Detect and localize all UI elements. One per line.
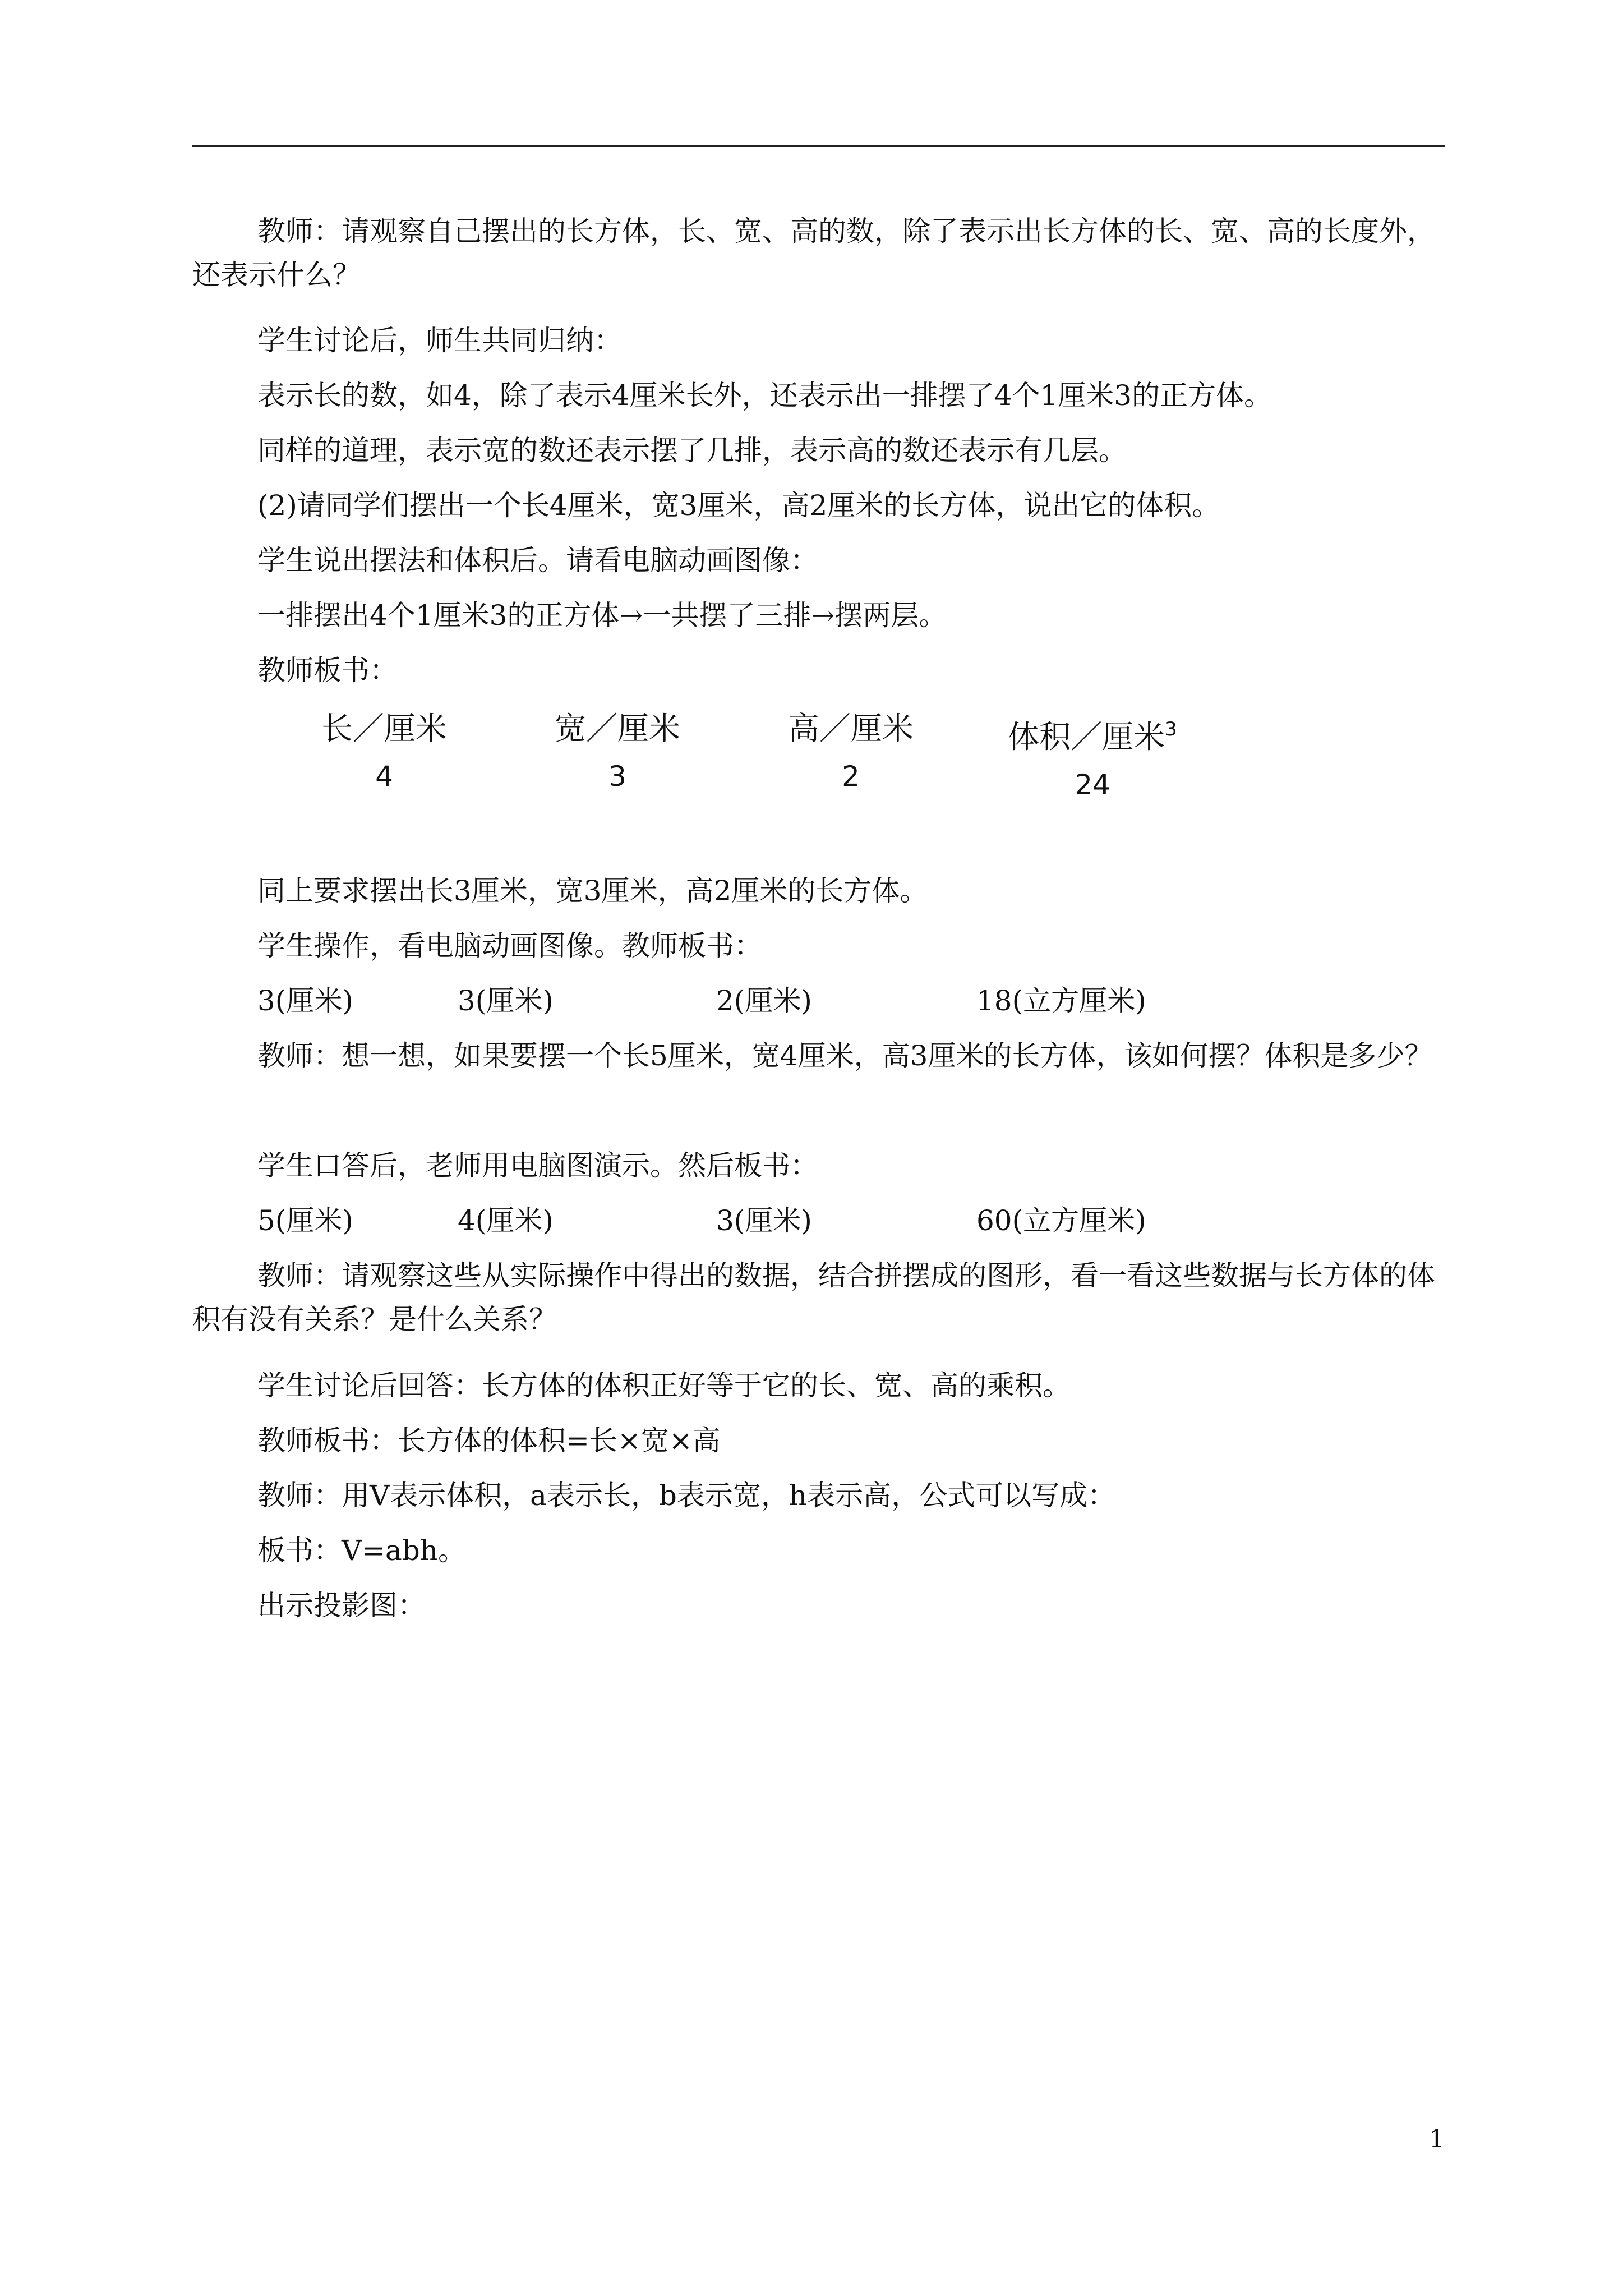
paragraph: 学生讨论后回答：长方体的体积正好等于它的长、宽、高的乘积。 [257,1369,1071,1402]
paragraph: 一排摆出4个1厘米3的正方体→一共摆了三排→摆两层。 [257,599,947,632]
board-table [192,710,1445,805]
row-cell: 3(厘米) [458,984,554,1017]
board-row [257,979,1445,1023]
board-unit-superscript: 3 [1165,718,1177,740]
paragraph: 出示投影图： [257,1589,426,1622]
page-number: 1 [1429,2125,1445,2154]
paragraph: 教师：用V表示体积，a表示长，b表示宽，h表示高，公式可以写成： [257,1479,1116,1512]
row-cell: 3(厘米) [257,984,353,1017]
paragraph: 教师板书： [257,654,398,687]
row-cell: 60(立方厘米) [976,1204,1146,1237]
board-row [257,1199,1445,1243]
board-header: 宽／厘米 [555,711,680,747]
header-rule [192,145,1445,147]
paragraph: 学生说出摆法和体积后。请看电脑动画图像： [257,544,818,577]
board-value: 4 [375,760,393,793]
paragraph: 表示长的数，如4，除了表示4厘米长外，还表示出一排摆了4个1厘米3的正方体。 [257,379,1272,412]
board-column-volume [986,710,1199,804]
board-value: 24 [1075,769,1110,801]
paragraph: 教师：请观察自己摆出的长方体，长、宽、高的数，除了表示出长方体的长、宽、高的长度外，还表示什么？ [192,215,1435,291]
paragraph: 教师板书：长方体的体积=长×宽×高 [257,1424,721,1457]
row-cell: 5(厘米) [257,1204,353,1237]
board-value: 2 [842,760,860,793]
paragraph: 学生讨论后，师生共同归纳： [257,324,622,357]
row-cell: 18(立方厘米) [976,984,1146,1017]
board-header: 长／厘米 [321,711,447,747]
paragraph: (2)请同学们摆出一个长4厘米，宽3厘米，高2厘米的长方体，说出它的体积。 [257,489,1220,522]
paragraph: 教师：想一想，如果要摆一个长5厘米，宽4厘米，高3厘米的长方体，该如何摆？体积是多少？ [257,1039,1433,1072]
paragraph: 同样的道理，表示宽的数还表示摆了几排，表示高的数还表示有几层。 [257,434,1127,467]
paragraph: 学生操作，看电脑动画图像。教师板书： [257,930,762,962]
paragraph: 教师：请观察这些从实际操作中得出的数据，结合拼摆成的图形，看一看这些数据与长方体的体积有没有关系？是什么关系？ [192,1259,1435,1336]
row-cell: 3(厘米) [716,1204,812,1237]
board-column-width [545,710,690,796]
board-column-length [311,710,457,796]
board-header-text: 体积／厘米 [1008,719,1165,756]
board-header [986,710,1199,757]
board-column-height [778,710,924,796]
board-header: 高／厘米 [788,711,914,747]
paragraph: 板书：V=abh。 [257,1534,467,1567]
board-value: 3 [608,760,626,793]
row-cell: 2(厘米) [716,984,812,1017]
paragraph: 同上要求摆出长3厘米，宽3厘米，高2厘米的长方体。 [257,875,928,907]
paragraph: 学生口答后，老师用电脑图演示。然后板书： [257,1149,818,1182]
row-cell: 4(厘米) [458,1204,554,1237]
